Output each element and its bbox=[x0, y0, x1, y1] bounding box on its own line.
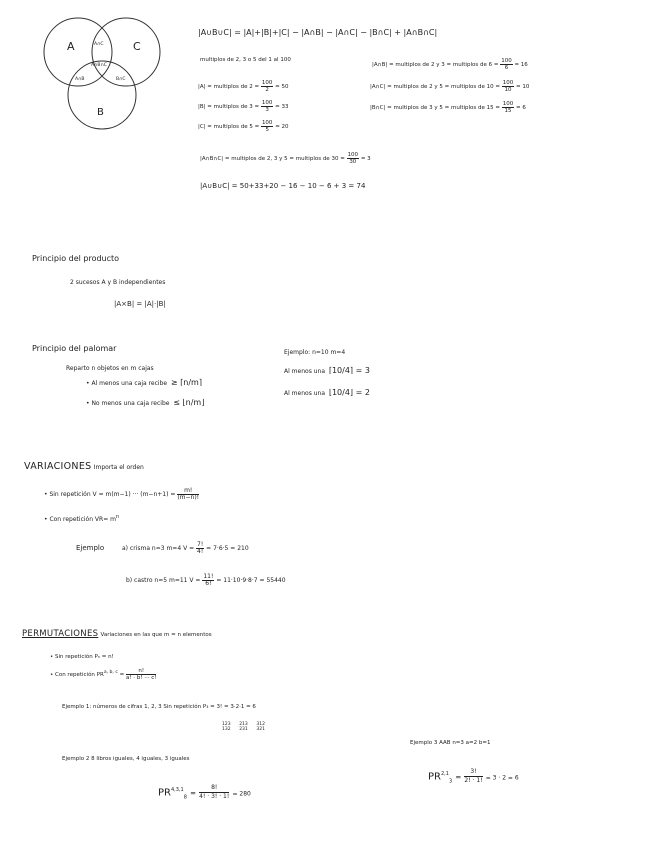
palomar-ej-line3: Al menos una ⌊10/4⌋ = 2 bbox=[284, 388, 370, 397]
inclusion-result: |A∪B∪C| = 50+33+20 − 16 − 10 − 6 + 3 = 74 bbox=[200, 182, 366, 190]
variaciones-ej-label: Ejemplo bbox=[76, 544, 105, 552]
venn-label-a: A bbox=[67, 40, 75, 53]
line-ac: |A∩C| = multiplos de 2 y 5 = multiplos de 10 = $\frac{100}{10}$ = 10 bbox=[370, 80, 530, 93]
perm-item: 132 bbox=[222, 727, 231, 732]
venn-circle-c bbox=[92, 18, 160, 86]
palomar-line1: Reparto n objetos en m cajas bbox=[66, 365, 154, 372]
permutaciones-sin-rep: • Sin repetición Pₙ = n! bbox=[50, 654, 114, 660]
inclusion-note: multiplos de 2, 3 o 5 del 1 al 100 bbox=[200, 57, 291, 63]
permutaciones-title: PERMUTACIONES bbox=[22, 629, 99, 639]
line-ab: |A∩B| = multiplos de 2 y 3 = multiplos de 6 = $\frac{100}{6}$ = 16 bbox=[372, 58, 528, 71]
venn-label-abc: A∩B∩C bbox=[91, 63, 107, 68]
line-abc: |A∩B∩C| = multiplos de 2, 3 y 5 = multiplos de 30 = $\frac{100}{30}$ = 3 bbox=[200, 152, 371, 165]
line-b: |B| = multiplos de 3 = $\frac{100}{3}$ = 33 bbox=[198, 100, 289, 113]
line-a: |A| = multiplos de 2 = $\frac{100}{2}$ = 50 bbox=[198, 80, 289, 93]
producto-line1: 2 sucesos A y B independientes bbox=[70, 279, 166, 286]
palomar-line2: • Al menos una caja recibe ≥ ⌈n/m⌉ bbox=[86, 378, 202, 387]
variaciones-title: VARIACIONES bbox=[24, 461, 92, 472]
line-c: |C| = multiplos de 5 = $\frac{100}{5}$ = 20 bbox=[198, 120, 289, 133]
variaciones-heading bbox=[24, 462, 144, 472]
perm-item: 213 bbox=[239, 722, 248, 727]
permutaciones-con-rep: • Con repetición PR$^{a, b, c}$ = $\frac{n!}{a! \cdot b! \cdot\cdot\cdot c!}$ bbox=[50, 668, 157, 681]
venn-label-c: C bbox=[133, 40, 141, 53]
perm-item: 321 bbox=[256, 727, 265, 732]
venn-label-b: B bbox=[97, 107, 104, 118]
producto-title: Principio del producto bbox=[32, 254, 120, 263]
perm-item: 231 bbox=[239, 727, 248, 732]
palomar-ej-line2: Al menos una ⌈10/4⌉ = 3 bbox=[284, 366, 370, 375]
palomar-line3: • No menos una caja recibe ≤ ⌊n/m⌋ bbox=[86, 398, 205, 407]
variaciones-subtitle: Importa el orden bbox=[93, 464, 144, 471]
venn-circle-b bbox=[68, 61, 136, 129]
line-bc: |B∩C| = multiplos de 3 y 5 = multiplos de 15 = $\frac{100}{15}$ = 6 bbox=[370, 101, 526, 114]
perm-item: 312 bbox=[256, 722, 265, 727]
variaciones-ej-b: b) castro n=5 m=11 V = $\frac{11!}{6!}$ = 11·10·9·8·7 = 55440 bbox=[126, 573, 286, 587]
permutaciones-ej2: Ejemplo 2 8 libros iguales, 4 iguales, 3 iguales bbox=[62, 756, 190, 762]
permutaciones-ej1: Ejemplo 1: números de cifras 1, 2, 3 Sin repetición P₃ = 3! = 3·2·1 = 6 bbox=[62, 704, 256, 710]
permutaciones-subtitle: Variaciones en las que m = n elementos bbox=[100, 632, 212, 638]
permutaciones-ej1-list bbox=[222, 722, 265, 732]
permutaciones-ej3: Ejemplo 3 AAB n=3 a=2 b=1 bbox=[410, 740, 491, 746]
palomar-title: Principio del palomar bbox=[32, 344, 117, 353]
perm-item: 123 bbox=[222, 722, 231, 727]
variaciones-con-rep: • Con repetición $VR= m^n$ bbox=[44, 514, 120, 523]
venn-label-ab: A∩B bbox=[75, 77, 85, 82]
palomar-ej-line1: Ejemplo: n=10 m=4 bbox=[284, 349, 346, 356]
permutaciones-ej3-formula: PR$^{2,1}_3$ = $\frac{3!}{2! \cdot 1!}$ = 3 · 2 = 6 bbox=[428, 768, 519, 785]
inclusion-formula: |A∪B∪C| = |A|+|B|+|C| − |A∩B| − |A∩C| − |B∩C| + |A∩B∩C| bbox=[198, 28, 438, 37]
venn-label-ac: A∩C bbox=[94, 42, 104, 47]
venn-label-bc: B∩C bbox=[116, 77, 126, 82]
producto-formula: |A×B| = |A|·|B| bbox=[114, 300, 166, 308]
variaciones-ej-a: a) crisma n=3 m=4 V = $\frac{7!}{4!}$ = 7·6·5 = 210 bbox=[122, 541, 249, 555]
permutaciones-ej2-formula: PR$^{4,3,1}_8$ = $\frac{8!}{4! \cdot 3! \cdot 1!}$ = 280 bbox=[158, 784, 251, 801]
variaciones-sin-rep: • Sin repetición V = m(m−1) ··· (m−n+1) = $\frac{m!}{(m-n)!}$ bbox=[44, 487, 200, 501]
permutaciones-heading bbox=[22, 630, 212, 639]
